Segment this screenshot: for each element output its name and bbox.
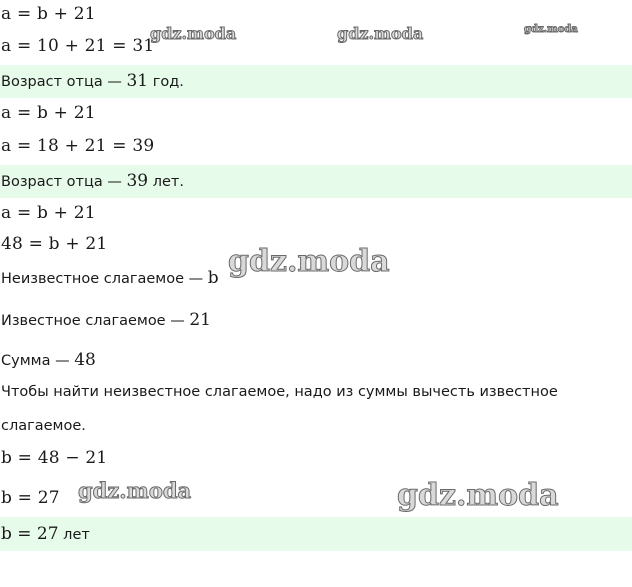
watermark-logo: gdz.moda — [78, 478, 192, 503]
equation: a = b + 21 — [1, 4, 96, 24]
equation-line — [0, 103, 632, 127]
term-value: b — [207, 268, 219, 288]
equation: a = 10 + 21 = 31 — [1, 36, 155, 56]
rule-text: Чтобы найти неизвестное слагаемое, надо из суммы вычесть известное — [1, 384, 558, 400]
equation: b = 27 — [1, 488, 60, 508]
equation-line — [0, 36, 632, 60]
text-line — [0, 350, 632, 374]
equation: a = b + 21 — [1, 203, 96, 223]
answer-text: Возраст отца — — [1, 74, 127, 90]
equation: 48 = b + 21 — [1, 234, 108, 254]
term-label: Известное слагаемое — — [1, 313, 190, 329]
equation: a = 18 + 21 = 39 — [1, 136, 155, 156]
equation-line — [0, 448, 632, 472]
term-value: 48 — [74, 350, 96, 370]
watermark-logo: gdz.moda — [228, 244, 390, 279]
answer-suffix: год. — [148, 74, 184, 90]
answer-line — [0, 517, 632, 551]
answer-value: 39 — [126, 171, 149, 191]
answer-text: Возраст отца — — [1, 174, 127, 190]
answer-suffix: лет. — [148, 174, 184, 190]
watermark-logo: gdz.moda — [397, 478, 559, 513]
rule-text: слагаемое. — [1, 418, 86, 434]
text-line — [0, 384, 632, 408]
answer-value: b = 27 — [1, 524, 59, 544]
answer-value: 31 — [126, 71, 149, 91]
text-line — [0, 310, 632, 334]
text-line — [0, 418, 632, 442]
watermark-logo: gdz.moda — [150, 24, 237, 43]
term-value: 21 — [189, 310, 211, 330]
watermark-logo: gdz.moda — [337, 24, 424, 43]
equation-line — [0, 136, 632, 160]
equation: b = 48 − 21 — [1, 448, 108, 468]
answer-suffix: лет — [58, 527, 90, 543]
answer-line — [0, 65, 632, 98]
watermark-logo: gdz.moda — [524, 24, 578, 35]
equation-line — [0, 203, 632, 227]
term-label: Сумма — — [1, 353, 75, 369]
equation: a = b + 21 — [1, 103, 96, 123]
term-label: Неизвестное слагаемое — — [1, 271, 208, 287]
answer-line — [0, 165, 632, 198]
